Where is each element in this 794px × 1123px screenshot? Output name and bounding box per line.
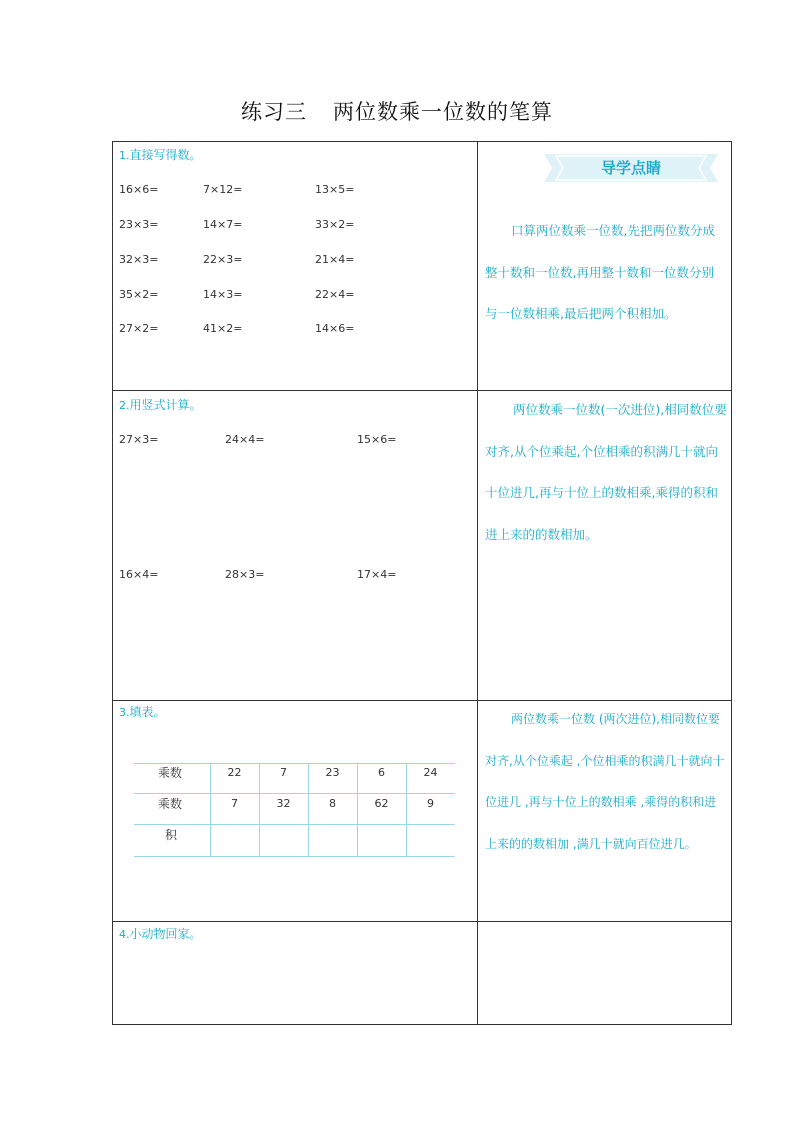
q2-number: 2. — [119, 399, 130, 412]
title-right: 两位数乘一位数的笔算 — [333, 100, 553, 124]
q3-heading — [119, 703, 166, 720]
table-cell: 23 — [325, 766, 340, 779]
row-label-factor-2: 乘数 — [158, 797, 183, 811]
q2-expr: 17×4= — [357, 568, 397, 581]
q1-expr: 14×6= — [315, 322, 355, 335]
badge-label: 导学点睛 — [600, 159, 661, 177]
q2-expr: 27×3= — [119, 433, 159, 446]
table-cell: 8 — [329, 797, 336, 810]
section-divider-3 — [112, 921, 732, 922]
tip-one-carry: 两位数乘一位数(一次进位),相同数位要对齐,从个位乘起,个位相乘的积满几十就向十位进几,再与十位上的数相乘,乘得的积和进上来的的数相加。 — [485, 402, 727, 542]
q1-expr: 22×4= — [315, 288, 355, 301]
title-left: 练习三 — [241, 100, 307, 124]
table-cell: 7 — [231, 797, 238, 810]
q1-expr: 33×2= — [315, 218, 355, 231]
table-cell: 22 — [227, 766, 242, 779]
table-cell: 6 — [378, 766, 385, 779]
q3-label: 填表。 — [129, 705, 166, 719]
tip-mental-math: 口算两位数乘一位数,先把两位数分成整十数和一位数,再用整十数和一位数分别与一位数相乘,最后把两个积相加。 — [485, 223, 715, 321]
table-cell: 24 — [423, 766, 438, 779]
row-label-product: 积 — [165, 828, 178, 842]
q2-label: 用竖式计算。 — [129, 398, 202, 412]
q1-number: 1. — [119, 149, 130, 162]
q1-expr: 41×2= — [203, 322, 243, 335]
q1-heading — [119, 146, 202, 163]
q2-expr: 24×4= — [225, 433, 265, 446]
q4-heading — [119, 925, 202, 942]
tip-two-carry: 两位数乘一位数 (两次进位),相同数位要对齐,从个位乘起 ,个位相乘的积满几十就向十位进几 ,再与十位上的数相乘 ,乘得的积和进上来的的数相加 ,满几十就向百位进几。 — [485, 712, 725, 851]
table-cell: 7 — [280, 766, 287, 779]
q1-expr: 23×3= — [119, 218, 159, 231]
column-divider — [477, 141, 478, 1025]
guide-badge — [544, 154, 718, 182]
q1-expr: 14×7= — [203, 218, 243, 231]
page-title — [0, 96, 794, 126]
table-cell: 32 — [276, 797, 291, 810]
q1-expr: 16×6= — [119, 183, 159, 196]
q4-label: 小动物回家。 — [129, 927, 202, 941]
q1-expr: 35×2= — [119, 288, 159, 301]
q1-expr: 7×12= — [203, 183, 243, 196]
q2-heading — [119, 396, 202, 413]
q1-expr: 21×4= — [315, 253, 355, 266]
table-cell: 9 — [427, 797, 434, 810]
q2-expr: 28×3= — [225, 568, 265, 581]
q2-expr: 15×6= — [357, 433, 397, 446]
q2-expr: 16×4= — [119, 568, 159, 581]
q1-expr: 14×3= — [203, 288, 243, 301]
q3-number: 3. — [119, 706, 130, 719]
q1-expr: 32×3= — [119, 253, 159, 266]
q1-expr: 22×3= — [203, 253, 243, 266]
row-label-factor-1: 乘数 — [158, 766, 183, 780]
q1-label: 直接写得数。 — [129, 148, 202, 162]
table-line — [134, 856, 455, 857]
table-cell: 62 — [374, 797, 389, 810]
q1-expr: 13×5= — [315, 183, 355, 196]
q1-expr: 27×2= — [119, 322, 159, 335]
q4-number: 4. — [119, 928, 130, 941]
